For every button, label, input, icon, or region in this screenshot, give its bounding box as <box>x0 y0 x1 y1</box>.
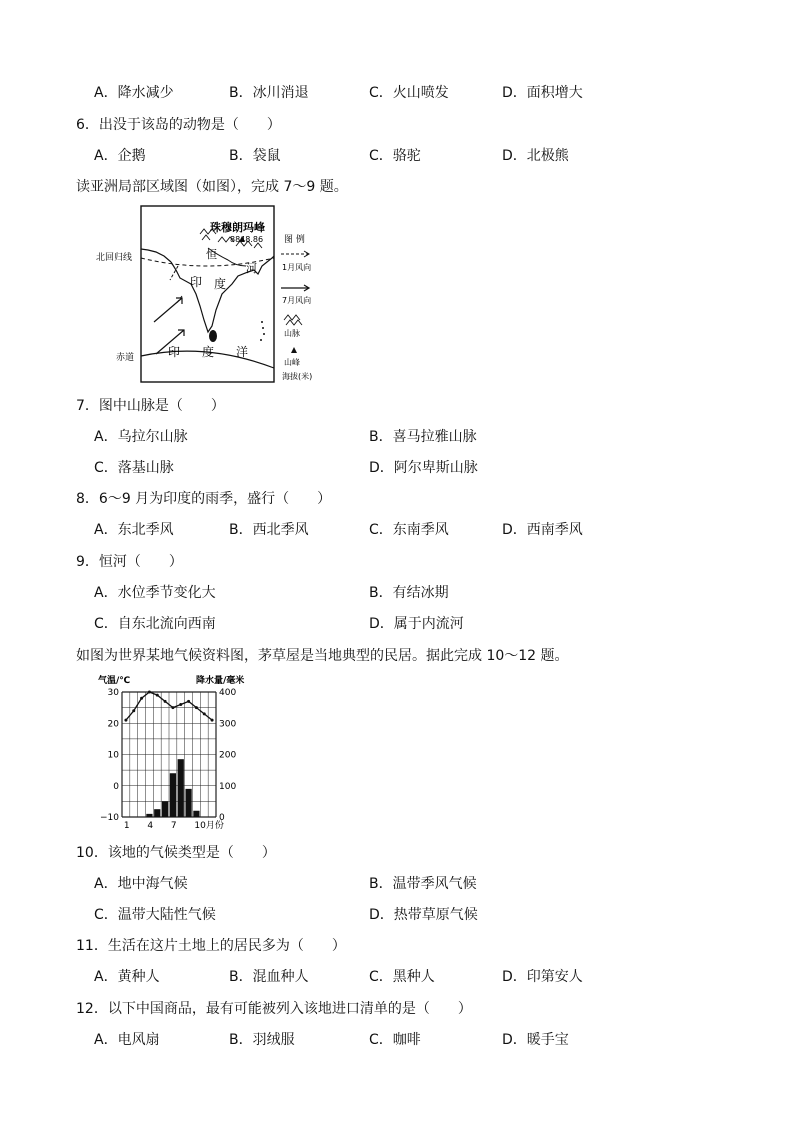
q12-option-b[interactable]: B．羽绒服 <box>229 1032 295 1048</box>
precipitation-bars <box>146 759 199 817</box>
temp-tick-label: −10 <box>100 813 119 823</box>
temp-tick-label: 0 <box>113 781 119 792</box>
chart-grid <box>122 692 216 817</box>
q9-stem: 9．恒河（ ） <box>76 554 183 570</box>
q7-stem: 7．图中山脉是（ ） <box>76 398 225 414</box>
month-tick-label: 1 <box>123 821 130 831</box>
country-char-1: 印 <box>190 275 203 289</box>
ocean-char-1: 印 <box>168 345 181 359</box>
temperature-point <box>211 719 214 722</box>
ocean-char-2: 度 <box>202 345 215 359</box>
q8-option-a[interactable]: A．东北季风 <box>94 522 174 538</box>
legend-mountain-label: 山脉 <box>284 329 300 338</box>
legend-title: 图 例 <box>284 235 305 245</box>
ocean-char-3: 洋 <box>236 345 249 359</box>
temperature-point <box>179 703 182 706</box>
temperature-point <box>124 719 127 722</box>
peak-elevation-label: 8848.86 <box>230 235 264 244</box>
q11-option-c[interactable]: C．黑种人 <box>369 969 435 985</box>
q12-option-c[interactable]: C．咖啡 <box>369 1032 421 1048</box>
precip-tick-label: 0 <box>219 813 225 823</box>
q9-option-a[interactable]: A．水位季节变化大 <box>94 585 216 601</box>
precipitation-bar <box>185 789 191 817</box>
q7-option-c[interactable]: C．落基山脉 <box>94 460 174 476</box>
q9-option-d[interactable]: D．属于内流河 <box>369 616 464 632</box>
climate-intro: 如图为世界某地气候资料图，茅草屋是当地典型的民居。据此完成 10～12 题。 <box>76 648 569 664</box>
q7-option-a[interactable]: A．乌拉尔山脉 <box>94 429 188 445</box>
precipitation-bar <box>162 801 168 817</box>
q10-option-c[interactable]: C．温带大陆性气候 <box>94 907 216 923</box>
map-intro: 读亚洲局部区域图（如图），完成 7～9 题。 <box>76 179 348 195</box>
temp-tick-label: 10 <box>107 750 119 761</box>
india-coastline <box>171 256 274 332</box>
q10-option-b[interactable]: B．温带季风气候 <box>369 876 477 892</box>
q6-option-a[interactable]: A．企鹅 <box>94 148 146 164</box>
precip-tick-label: 400 <box>219 688 237 698</box>
precipitation-bar <box>146 814 152 817</box>
q11-stem: 11．生活在这片土地上的居民多为（ ） <box>76 938 346 954</box>
west-coastline <box>141 249 171 262</box>
temp-tick-label: 30 <box>107 688 119 698</box>
month-tick-label: 7 <box>170 821 177 831</box>
q10-stem: 10．该地的气候类型是（ ） <box>76 845 276 861</box>
q6-option-d[interactable]: D．北极熊 <box>502 148 569 164</box>
temperature-point <box>156 694 159 697</box>
legend-peak-label-2: 海拔(米) <box>282 372 313 381</box>
legend-mountain-icon <box>284 315 302 325</box>
q8-option-b[interactable]: B．西北季风 <box>229 522 309 538</box>
q8-stem: 8．6～9 月为印度的雨季，盛行（ ） <box>76 491 332 507</box>
river-char-1: 恒 <box>206 248 217 261</box>
right-axis-label: 降水量/毫米 <box>196 676 245 686</box>
q6-stem: 6．出没于该岛的动物是（ ） <box>76 117 281 133</box>
q8-option-d[interactable]: D．西南季风 <box>502 522 583 538</box>
q8-option-c[interactable]: C．东南季风 <box>369 522 449 538</box>
sri-lanka-island <box>209 330 217 342</box>
q5-option-a[interactable]: A．降水减少 <box>94 85 174 101</box>
q6-option-b[interactable]: B．袋鼠 <box>229 148 281 164</box>
precipitation-bar <box>193 811 199 817</box>
q9-option-c[interactable]: C．自东北流向西南 <box>94 616 216 632</box>
q7-option-b[interactable]: B．喜马拉雅山脉 <box>369 429 477 445</box>
temperature-point <box>195 706 198 709</box>
q10-option-d[interactable]: D．热带草原气候 <box>369 907 478 923</box>
river-char-2: 河 <box>246 262 257 275</box>
q5-option-d[interactable]: D．面积增大 <box>502 85 583 101</box>
temperature-point <box>187 700 190 703</box>
country-char-2: 度 <box>214 277 227 291</box>
asia-map <box>96 204 326 386</box>
precipitation-bar <box>178 759 184 817</box>
legend-jul-label: 7月风向 <box>282 296 312 305</box>
q12-stem: 12．以下中国商品，最有可能被列入该地进口清单的是（ ） <box>76 1001 472 1017</box>
legend-peak-icon <box>291 347 297 353</box>
temperature-point <box>164 700 167 703</box>
temperature-point <box>140 697 143 700</box>
month-tick-label: 10月份 <box>194 821 224 831</box>
equator-label: 赤道 <box>116 353 135 363</box>
legend-peak-label-1: 山峰 <box>284 358 300 367</box>
temperature-point <box>132 709 135 712</box>
precipitation-bar <box>170 773 176 817</box>
month-tick-label: 4 <box>147 821 154 831</box>
q12-option-a[interactable]: A．电风扇 <box>94 1032 160 1048</box>
q12-option-d[interactable]: D．暖手宝 <box>502 1032 569 1048</box>
q11-option-a[interactable]: A．黄种人 <box>94 969 160 985</box>
island-dots <box>260 321 265 341</box>
precip-tick-label: 300 <box>219 719 237 730</box>
q11-option-b[interactable]: B．混血种人 <box>229 969 309 985</box>
climate-chart <box>96 672 262 834</box>
temperature-point <box>148 691 151 694</box>
q7-option-d[interactable]: D．阿尔卑斯山脉 <box>369 460 478 476</box>
precipitation-bar <box>154 809 160 817</box>
temperature-point <box>203 712 206 715</box>
q5-option-c[interactable]: C．火山喷发 <box>369 85 449 101</box>
q11-option-d[interactable]: D．印第安人 <box>502 969 583 985</box>
q5-option-b[interactable]: B．冰川消退 <box>229 85 309 101</box>
left-axis-label: 气温/℃ <box>98 676 131 686</box>
q9-option-b[interactable]: B．有结冰期 <box>369 585 449 601</box>
precip-tick-label: 200 <box>219 750 237 761</box>
legend-jan-label: 1月风向 <box>282 263 312 272</box>
precip-tick-label: 100 <box>219 781 237 792</box>
temperature-point <box>171 706 174 709</box>
temp-tick-label: 20 <box>107 719 119 730</box>
peak-name-label: 珠穆朗玛峰 <box>210 221 265 234</box>
q10-option-a[interactable]: A．地中海气候 <box>94 876 188 892</box>
q6-option-c[interactable]: C．骆驼 <box>369 148 421 164</box>
tropic-label: 北回归线 <box>96 253 133 263</box>
